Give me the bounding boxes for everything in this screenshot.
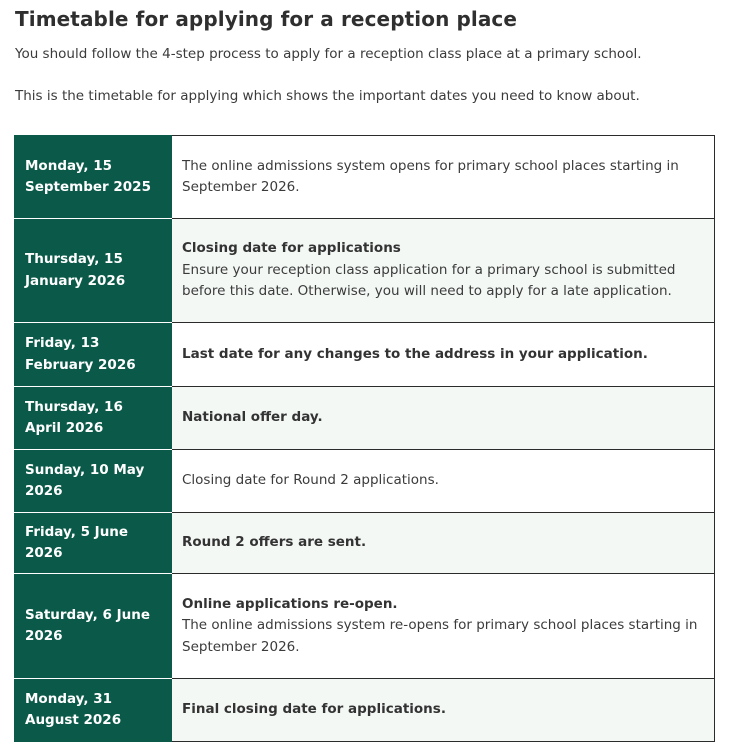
- row-title: Last date for any changes to the address in your application.: [182, 345, 648, 362]
- row-date: Thursday, 15 January 2026: [15, 219, 172, 323]
- table-row: [15, 323, 715, 387]
- row-date: Friday, 13 February 2026: [15, 323, 172, 387]
- row-text: The online admissions system re-opens for primary school places starting in September 2026.: [182, 617, 698, 655]
- row-title: Final closing date for applications.: [182, 701, 446, 718]
- row-text: The online admissions system opens for primary school places starting in September 2026.: [182, 157, 679, 195]
- row-description: [172, 574, 715, 679]
- table-row: [15, 574, 715, 679]
- row-text: Closing date for Round 2 applications.: [182, 472, 439, 489]
- intro-paragraph-process: You should follow the 4-step process to apply for a reception class place at a primary school.: [15, 46, 642, 62]
- table-row: [15, 679, 715, 742]
- page-title: Timetable for applying for a reception place: [15, 7, 518, 31]
- row-date: Monday, 31 August 2026: [15, 679, 172, 742]
- row-description: [172, 219, 715, 323]
- row-text: Ensure your reception class application for a primary school is submitted before this date. Otherwise, you will need to apply for a late application.: [182, 261, 676, 300]
- table-row: [15, 513, 715, 574]
- row-description: [172, 450, 715, 513]
- row-title: Closing date for applications: [182, 240, 401, 257]
- row-date: Thursday, 16 April 2026: [15, 387, 172, 450]
- row-title: Round 2 offers are sent.: [182, 534, 367, 551]
- row-title: Online applications re-open.: [182, 595, 398, 612]
- row-date: Friday, 5 June 2026: [15, 513, 172, 574]
- row-date: Monday, 15 September 2025: [15, 136, 172, 219]
- row-date: Saturday, 6 June 2026: [15, 574, 172, 679]
- row-description: [172, 513, 715, 574]
- timetable-table: [14, 135, 715, 742]
- table-row: [15, 450, 715, 513]
- row-description: [172, 136, 715, 219]
- table-row: [15, 387, 715, 450]
- row-description: [172, 387, 715, 450]
- row-title: National offer day.: [182, 409, 323, 426]
- intro-paragraph-timetable: This is the timetable for applying which shows the important dates you need to know about.: [15, 88, 640, 104]
- row-date: Sunday, 10 May 2026: [15, 450, 172, 513]
- table-row: [15, 219, 715, 323]
- row-description: [172, 323, 715, 387]
- table-row: [15, 136, 715, 219]
- row-description: [172, 679, 715, 742]
